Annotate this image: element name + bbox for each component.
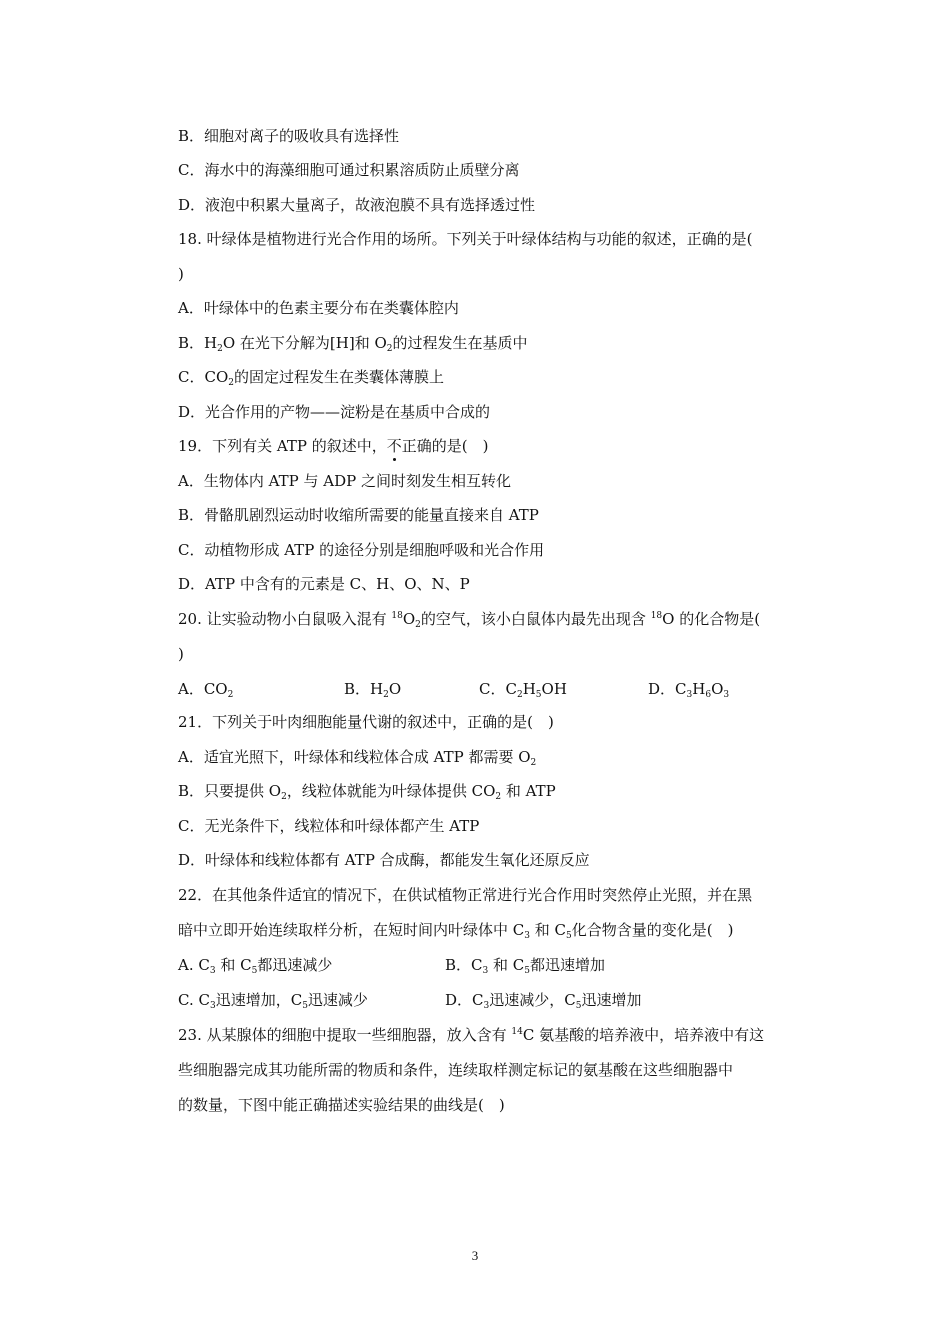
q19-option-d: D．ATP 中含有的元素是 C、H、O、N、P	[178, 575, 470, 593]
q20-stem-end: )	[178, 645, 184, 663]
q22-option-d: D．$C_3$迅速减少，$C_5$迅速增加	[445, 991, 642, 1011]
q18-stem-end: )	[178, 265, 184, 283]
q21-option-b: B．只要提供 $O_2$，线粒体就能为叶绿体提供 $CO_2$ 和 ATP	[178, 782, 556, 802]
q20-option-b: B．$H_2O$	[344, 680, 402, 700]
emphasis-dot-char: 不	[386, 437, 402, 455]
q22-stem-line1: 22．在其他条件适宜的情况下，在供试植物正常进行光合作用时突然停止光照，并在黑	[178, 886, 753, 904]
q20-option-c: C．$C_2H_5OH$	[479, 680, 567, 700]
q18-option-d: D．光合作用的产物——淀粉是在基质中合成的	[178, 403, 491, 421]
q20-stem: 20. 让实验动物小白鼠吸入混有 $^{18}O_2$的空气，该小白鼠体内最先出现含 $^{18}$O 的化合物是(	[178, 610, 761, 630]
q20-option-d: D．$C_3H_6O_3$	[648, 680, 730, 700]
q23-stem-line2: 些细胞器完成其功能所需的物质和条件，连续取样测定标记的氨基酸在这些细胞器中	[178, 1061, 734, 1079]
q19-stem: 19．下列有关 ATP 的叙述中，不正确的是( )	[178, 437, 489, 455]
q21-stem: 21．下列关于叶肉细胞能量代谢的叙述中，正确的是( )	[178, 713, 554, 731]
q21-option-c: C．无光条件下，线粒体和叶绿体都产生 ATP	[178, 817, 480, 835]
page-number: 3	[471, 1248, 479, 1263]
q21-option-d: D．叶绿体和线粒体都有 ATP 合成酶，都能发生氧化还原反应	[178, 851, 590, 869]
q20-option-a: A．$CO_2$	[178, 680, 234, 700]
q19-option-c: C．动植物形成 ATP 的途径分别是细胞呼吸和光合作用	[178, 541, 545, 559]
q18-option-b: B．$H_2O$ 在光下分解为[H]和 $O_2$的过程发生在基质中	[178, 334, 528, 354]
q18-stem: 18. 叶绿体是植物进行光合作用的场所。下列关于叶绿体结构与功能的叙述，正确的是(	[178, 230, 753, 248]
q19-option-b: B．骨骼肌剧烈运动时收缩所需要的能量直接来自 ATP	[178, 506, 539, 524]
q21-option-a: A．适宜光照下，叶绿体和线粒体合成 ATP 都需要 $O_2$	[178, 748, 537, 768]
q22-option-c: C. $C_3$迅速增加，$C_5$迅速减少	[178, 991, 368, 1011]
q23-stem-line3: 的数量，下图中能正确描述实验结果的曲线是( )	[178, 1096, 505, 1114]
q18-option-c: C．$CO_2$的固定过程发生在类囊体薄膜上	[178, 368, 445, 388]
q23-stem-line1: 23. 从某腺体的细胞中提取一些细胞器，放入含有 $^{14}$C 氨基酸的培养液中，培养液中有这	[178, 1026, 765, 1044]
q19-option-a: A．生物体内 ATP 与 ADP 之间时刻发生相互转化	[178, 472, 511, 490]
q18-option-a: A．叶绿体中的色素主要分布在类囊体腔内	[178, 299, 459, 317]
q22-option-a: A. $C_3$ 和 $C_5$都迅速减少	[178, 956, 333, 976]
q22-option-b: B．$C_3$ 和 $C_5$都迅速增加	[445, 956, 606, 976]
q17-option-d: D．液泡中积累大量离子，故液泡膜不具有选择透过性	[178, 196, 536, 214]
q17-option-b: B．细胞对离子的吸收具有选择性	[178, 127, 400, 145]
q17-option-c: C．海水中的海藻细胞可通过积累溶质防止质壁分离	[178, 161, 520, 179]
q22-stem-line2: 暗中立即开始连续取样分析，在短时间内叶绿体中 $C_3$ 和 $C_5$化合物含量的变化是( )	[178, 921, 734, 941]
